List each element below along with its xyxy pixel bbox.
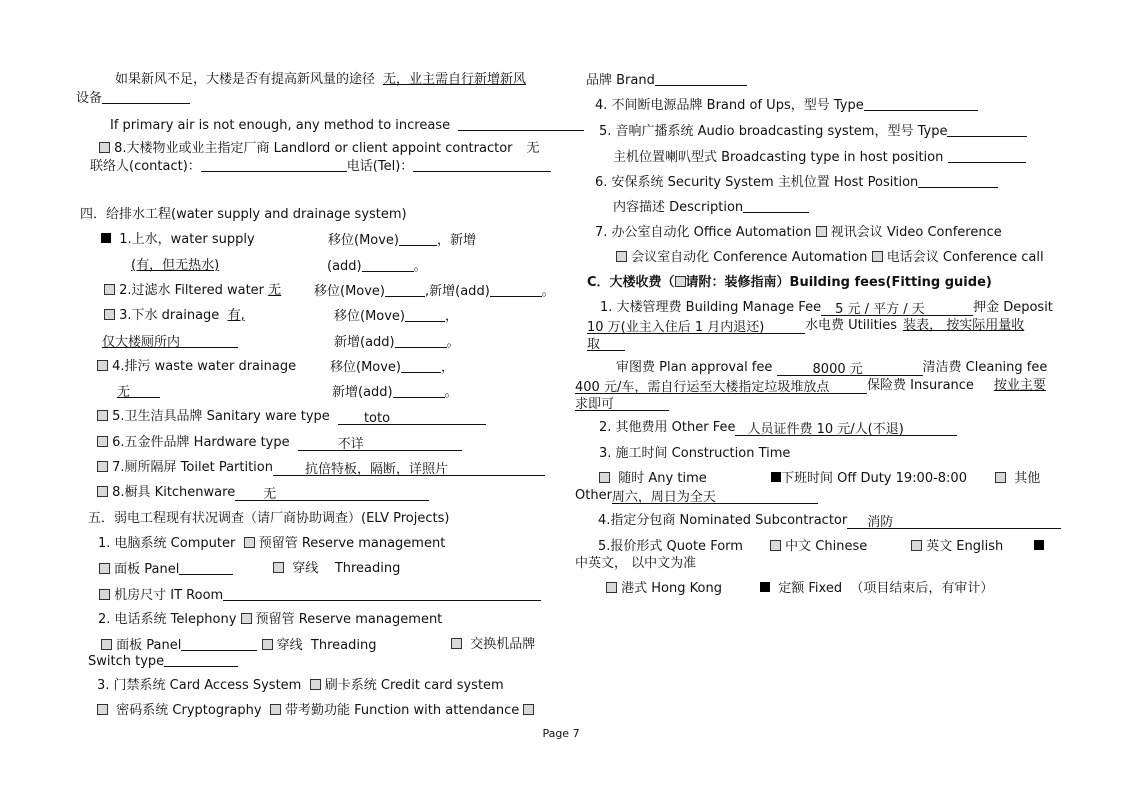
- blank-line[interactable]: [102, 90, 190, 104]
- checkbox[interactable]: [101, 639, 112, 650]
- checkbox[interactable]: [241, 613, 252, 624]
- label: 审图费 Plan approval fee: [616, 360, 773, 375]
- label: 8.大楼物业或业主指定厂商 Landlord or client appoint contractor: [114, 141, 513, 156]
- answer: 消防: [867, 515, 894, 530]
- label: 6. 安保系统 Security System 主机位置 Host Position: [595, 175, 919, 190]
- label: 6.五金件品牌 Hardware type: [112, 435, 290, 450]
- label: 水电费 Utilities: [805, 318, 898, 333]
- answer: 无: [526, 141, 540, 156]
- nominated-subcontractor: [598, 513, 1061, 529]
- checkbox[interactable]: [872, 251, 883, 262]
- label: 2. 电话系统 Telephony: [98, 612, 237, 627]
- checkbox[interactable]: [523, 704, 534, 715]
- quote-form: [598, 539, 743, 555]
- blank-line[interactable]: [130, 384, 160, 398]
- cleaning-line: [575, 378, 1046, 394]
- blank-line[interactable]: [223, 587, 541, 601]
- brand: [586, 72, 747, 88]
- water-supply-move: [328, 232, 476, 248]
- label: 穿线: [276, 638, 303, 653]
- label: (add): [327, 259, 362, 274]
- label: 移位(Move): [328, 233, 400, 248]
- answer: 不详: [337, 437, 364, 452]
- blank-line[interactable]: [655, 72, 747, 86]
- quote-english: [911, 539, 1003, 555]
- label: 主机位置喇叭型式 Broadcasting type in host position: [613, 150, 944, 165]
- blank-line[interactable]: [399, 232, 437, 246]
- label: 面板 Panel: [114, 562, 180, 577]
- checkbox[interactable]: [99, 142, 110, 153]
- punct: 。: [446, 335, 460, 350]
- label: 2.过滤水 Filtered water: [119, 283, 265, 298]
- checkbox[interactable]: [262, 639, 273, 650]
- label: 交换机品牌: [470, 637, 536, 652]
- checkbox[interactable]: [310, 679, 321, 690]
- label: 7.厕所隔屏 Toilet Partition: [112, 460, 273, 475]
- label: 机房尺寸 IT Room: [114, 588, 224, 603]
- fresh-air-question-cont: [76, 90, 190, 106]
- label: 8.橱具 Kitchenware: [112, 485, 236, 500]
- blank-line[interactable]: [490, 283, 542, 297]
- water-supply-add: [327, 258, 427, 274]
- checkbox[interactable]: [816, 226, 827, 237]
- waste-water-move: [330, 359, 454, 375]
- card-access: [97, 678, 504, 694]
- label: 3. 门禁系统 Card Access System: [97, 678, 302, 693]
- label: Threading: [310, 638, 377, 653]
- label: 穿线: [292, 561, 319, 576]
- label: 新增(add): [334, 335, 395, 350]
- utilities-cont: [587, 335, 625, 351]
- answer: 人员证件费 10 元/人(不退): [747, 422, 904, 437]
- computer-threading: [273, 561, 400, 577]
- answer-field[interactable]: [777, 362, 923, 376]
- quote-hk: [606, 581, 722, 597]
- page-number: Page 7: [542, 727, 580, 740]
- section-title: 请附：装修指南）Building fees(Fitting guide): [685, 275, 992, 290]
- checkbox-checked[interactable]: [760, 582, 770, 592]
- label: 清洁费 Cleaning fee: [922, 360, 1048, 375]
- checkbox[interactable]: [97, 410, 108, 421]
- blank-line[interactable]: [947, 123, 1027, 137]
- switch-type-cont: [88, 653, 238, 669]
- label: 7. 办公室自动化 Office Automation: [595, 225, 812, 240]
- fresh-air-en: [110, 117, 584, 133]
- water-supply: [101, 232, 255, 248]
- it-room: [99, 587, 541, 603]
- answer-field[interactable]: [612, 490, 818, 504]
- office-automation: [595, 225, 1002, 241]
- checkbox[interactable]: [104, 309, 115, 320]
- checkbox[interactable]: [244, 537, 255, 548]
- label: 其他: [1014, 471, 1041, 486]
- label: 押金 Deposit: [973, 300, 1053, 315]
- answer: 无: [263, 487, 277, 502]
- waste-water: [97, 359, 296, 375]
- label: 如果新风不足，大楼是否有提高新风量的途径: [115, 72, 376, 87]
- blank-line[interactable]: [181, 637, 257, 651]
- answer-field[interactable]: [821, 302, 973, 316]
- label: 随时 Any time: [618, 471, 707, 486]
- label: ,新增(add): [425, 284, 490, 299]
- appoint-contractor: [99, 141, 540, 157]
- answer: 取: [587, 337, 601, 352]
- label: 1.上水，water supply: [119, 232, 255, 247]
- blank-line[interactable]: [395, 334, 447, 348]
- water-supply-answer: [131, 258, 219, 274]
- label: 电话会议 Conference call: [886, 250, 1044, 265]
- blank-line[interactable]: [401, 359, 441, 373]
- deposit-line: [587, 318, 1024, 334]
- label: Switch type: [88, 654, 165, 669]
- blank-line[interactable]: [918, 174, 998, 188]
- cryptography: [97, 703, 534, 719]
- label: 中文 Chinese: [785, 539, 868, 554]
- answer: 抗倍特板，隔断，详照片: [305, 462, 449, 477]
- answer-field[interactable]: [235, 487, 429, 501]
- answer[interactable]: 无: [117, 385, 131, 400]
- audio-system: [599, 123, 1027, 139]
- answer-field[interactable]: [587, 337, 625, 351]
- section-elv: [88, 511, 449, 527]
- punct: ，: [445, 309, 459, 324]
- label: 下班时间 Off Duty 19:00-8:00: [781, 471, 967, 486]
- punct: ，: [441, 360, 455, 375]
- answer-field[interactable]: [338, 411, 486, 425]
- label: 会议室自动化 Conference Automation: [631, 250, 868, 265]
- drainage-answer: [102, 334, 238, 350]
- label: Other: [575, 488, 612, 503]
- label: 4.排污 waste water drainage: [112, 359, 297, 374]
- checkbox[interactable]: [270, 704, 281, 715]
- label: 内容描述 Description: [613, 200, 744, 215]
- label: 移位(Move): [330, 360, 402, 375]
- checkbox-checked[interactable]: [101, 233, 111, 243]
- checkbox[interactable]: [97, 461, 108, 472]
- answer: 周六，周日为全天: [611, 490, 716, 505]
- contact-blank[interactable]: [201, 158, 347, 172]
- checkbox[interactable]: [599, 472, 610, 483]
- label: 密码系统 Cryptography: [116, 703, 262, 718]
- checkbox-checked[interactable]: [1034, 540, 1044, 550]
- manage-fee: [600, 300, 1053, 316]
- label: 5.卫生洁具品牌 Sanitary ware type: [112, 409, 330, 424]
- blank-line[interactable]: [180, 334, 238, 348]
- security-desc: [613, 199, 809, 215]
- checkbox[interactable]: [97, 360, 108, 371]
- label: 英文 English: [926, 539, 1004, 554]
- label: 品牌 Brand: [586, 73, 655, 88]
- checkbox[interactable]: [616, 251, 627, 262]
- checkbox[interactable]: [770, 540, 781, 551]
- other-fee: [599, 420, 957, 436]
- answer: toto: [363, 411, 391, 426]
- conference-automation: [616, 250, 1044, 266]
- answer[interactable]: 按业主要: [993, 378, 1046, 393]
- fresh-air-question: [115, 72, 526, 88]
- blank-line[interactable]: [164, 653, 238, 667]
- off-duty: [771, 471, 967, 487]
- checkbox[interactable]: [606, 582, 617, 593]
- answer[interactable]: 装表， 按实际用量收: [903, 318, 1025, 333]
- kitchenware: [97, 485, 429, 501]
- other-time-cont: [575, 488, 818, 504]
- answer-field[interactable]: [587, 320, 805, 334]
- answer-field[interactable]: [575, 397, 669, 411]
- label: 移位(Move): [334, 309, 406, 324]
- toilet-partition: [97, 460, 545, 476]
- answer[interactable]: 无，业主需自行新增新风: [383, 72, 527, 87]
- security-system: [595, 174, 998, 190]
- answer[interactable]: 有,: [227, 308, 245, 323]
- checkbox-checked[interactable]: [771, 472, 781, 482]
- label: 2. 其他费用 Other Fee: [599, 420, 736, 435]
- section-title: C．大楼收费（: [587, 275, 675, 290]
- checkbox[interactable]: [99, 589, 110, 600]
- answer[interactable]: 仅大楼厕所内: [102, 335, 181, 350]
- drainage: [104, 308, 245, 324]
- punct: 。: [541, 284, 555, 299]
- answer-field[interactable]: [847, 515, 1061, 529]
- label: 5.报价形式 Quote Form: [598, 539, 743, 554]
- label: 移位(Move): [314, 284, 386, 299]
- answer[interactable]: 无: [268, 283, 282, 298]
- checkbox[interactable]: [451, 638, 462, 649]
- label: 预留管 Reserve management: [255, 612, 443, 627]
- label: 3. 施工时间 Construction Time: [599, 446, 791, 461]
- ups-brand: [595, 97, 978, 113]
- answer-field[interactable]: [575, 380, 867, 394]
- label: 1. 电脑系统 Computer: [98, 536, 236, 551]
- drainage-add: [334, 334, 460, 350]
- blank-line[interactable]: [458, 117, 584, 131]
- drainage-move: [334, 308, 458, 324]
- label: 联络人(contact)：: [90, 159, 201, 174]
- filtered-water: [104, 283, 281, 299]
- label: 刷卡系统 Credit card system: [324, 678, 504, 693]
- label: 1. 大楼管理费 Building Manage Fee: [600, 300, 822, 315]
- checkbox[interactable]: [911, 540, 922, 551]
- checkbox[interactable]: [99, 563, 110, 574]
- label: Threading: [334, 561, 401, 576]
- label: 新增(add): [332, 385, 393, 400]
- broadcasting-type: [613, 149, 1026, 165]
- punct: 。: [413, 259, 427, 274]
- label: 5. 音响广播系统 Audio broadcasting system，型号 Type: [599, 124, 948, 139]
- quote-fixed: [760, 581, 993, 597]
- blank-line[interactable]: [385, 283, 425, 297]
- checkbox[interactable]: [675, 276, 686, 287]
- tel-blank[interactable]: [413, 158, 551, 172]
- answer-field[interactable]: [298, 437, 462, 451]
- label: If primary air is not enough, any method to increase: [110, 118, 451, 133]
- label: 4. 不间断电源品牌 Brand of Ups，型号 Type: [595, 98, 864, 113]
- answer: 8000 元: [812, 362, 863, 377]
- blank-line[interactable]: [393, 384, 445, 398]
- label: 中英文， 以中文为准: [575, 556, 697, 571]
- insurance-cont: [575, 395, 669, 411]
- contact-line: [90, 158, 551, 174]
- punct: 。: [444, 385, 458, 400]
- label: 设备: [76, 91, 103, 106]
- label: 预留管 Reserve management: [258, 536, 446, 551]
- section-title: 五．弱电工程现有状况调查（请厂商协助调查）(ELV Projects): [88, 511, 450, 526]
- hardware: [97, 435, 462, 451]
- section-water: [80, 207, 407, 223]
- answer: 5 元 / 平方 / 天: [835, 302, 925, 317]
- section-fees: [587, 275, 992, 291]
- checkbox[interactable]: [273, 562, 284, 573]
- label: 港式 Hong Kong: [621, 581, 722, 596]
- checkbox[interactable]: [97, 486, 108, 497]
- checkbox[interactable]: [104, 284, 115, 295]
- label: 4.指定分包商 Nominated Subcontractor: [598, 513, 848, 528]
- answer: 求即可: [575, 397, 615, 412]
- label: 3.下水 drainage: [119, 308, 220, 323]
- label: ，新增: [437, 233, 477, 248]
- label: 面板 Panel: [116, 638, 182, 653]
- answer: 10 万(业主入住后 1 月内退还): [587, 320, 765, 335]
- sanitary-ware: [97, 409, 486, 425]
- telephony-system: [98, 612, 442, 628]
- telephony-panel: [101, 637, 376, 653]
- section-title: 四．给排水工程(water supply and drainage system): [80, 207, 407, 222]
- label: 电话(Tel)：: [346, 159, 414, 174]
- filtered-water-move: [314, 283, 555, 299]
- switch-type: [451, 637, 535, 653]
- construction-time: [599, 446, 790, 462]
- approval-fee: [616, 360, 1047, 376]
- checkbox[interactable]: [995, 472, 1006, 483]
- blank-line[interactable]: [743, 199, 809, 213]
- label: （项目结束后，有审计）: [850, 581, 994, 596]
- answer-field[interactable]: [273, 462, 545, 476]
- waste-water-add: [332, 384, 458, 400]
- quote-cn-en: [1034, 539, 1044, 555]
- label: 带考勤功能 Function with attendance: [284, 703, 520, 718]
- quote-chinese: [770, 539, 867, 555]
- blank-line[interactable]: [948, 149, 1026, 163]
- blank-line[interactable]: [864, 97, 978, 111]
- label: 定额 Fixed: [778, 581, 843, 596]
- blank-line[interactable]: [179, 561, 233, 575]
- label: 保险费 Insurance: [867, 378, 974, 393]
- time-options: [599, 471, 707, 487]
- computer-panel: [99, 561, 233, 577]
- answer: 400 元/车，需自行运至大楼指定垃圾堆放点: [575, 380, 830, 395]
- quote-cn-en-label: [575, 556, 696, 572]
- answer-field[interactable]: [735, 422, 957, 436]
- checkbox[interactable]: [97, 704, 108, 715]
- other-time: [995, 471, 1040, 487]
- blank-line[interactable]: [405, 308, 445, 322]
- label: 视讯会议 Video Conference: [830, 225, 1002, 240]
- computer-system: [98, 536, 445, 552]
- answer[interactable]: (有，但无热水): [131, 258, 220, 273]
- waste-water-answer: [117, 384, 160, 400]
- blank-line[interactable]: [362, 258, 414, 272]
- checkbox[interactable]: [97, 436, 108, 447]
